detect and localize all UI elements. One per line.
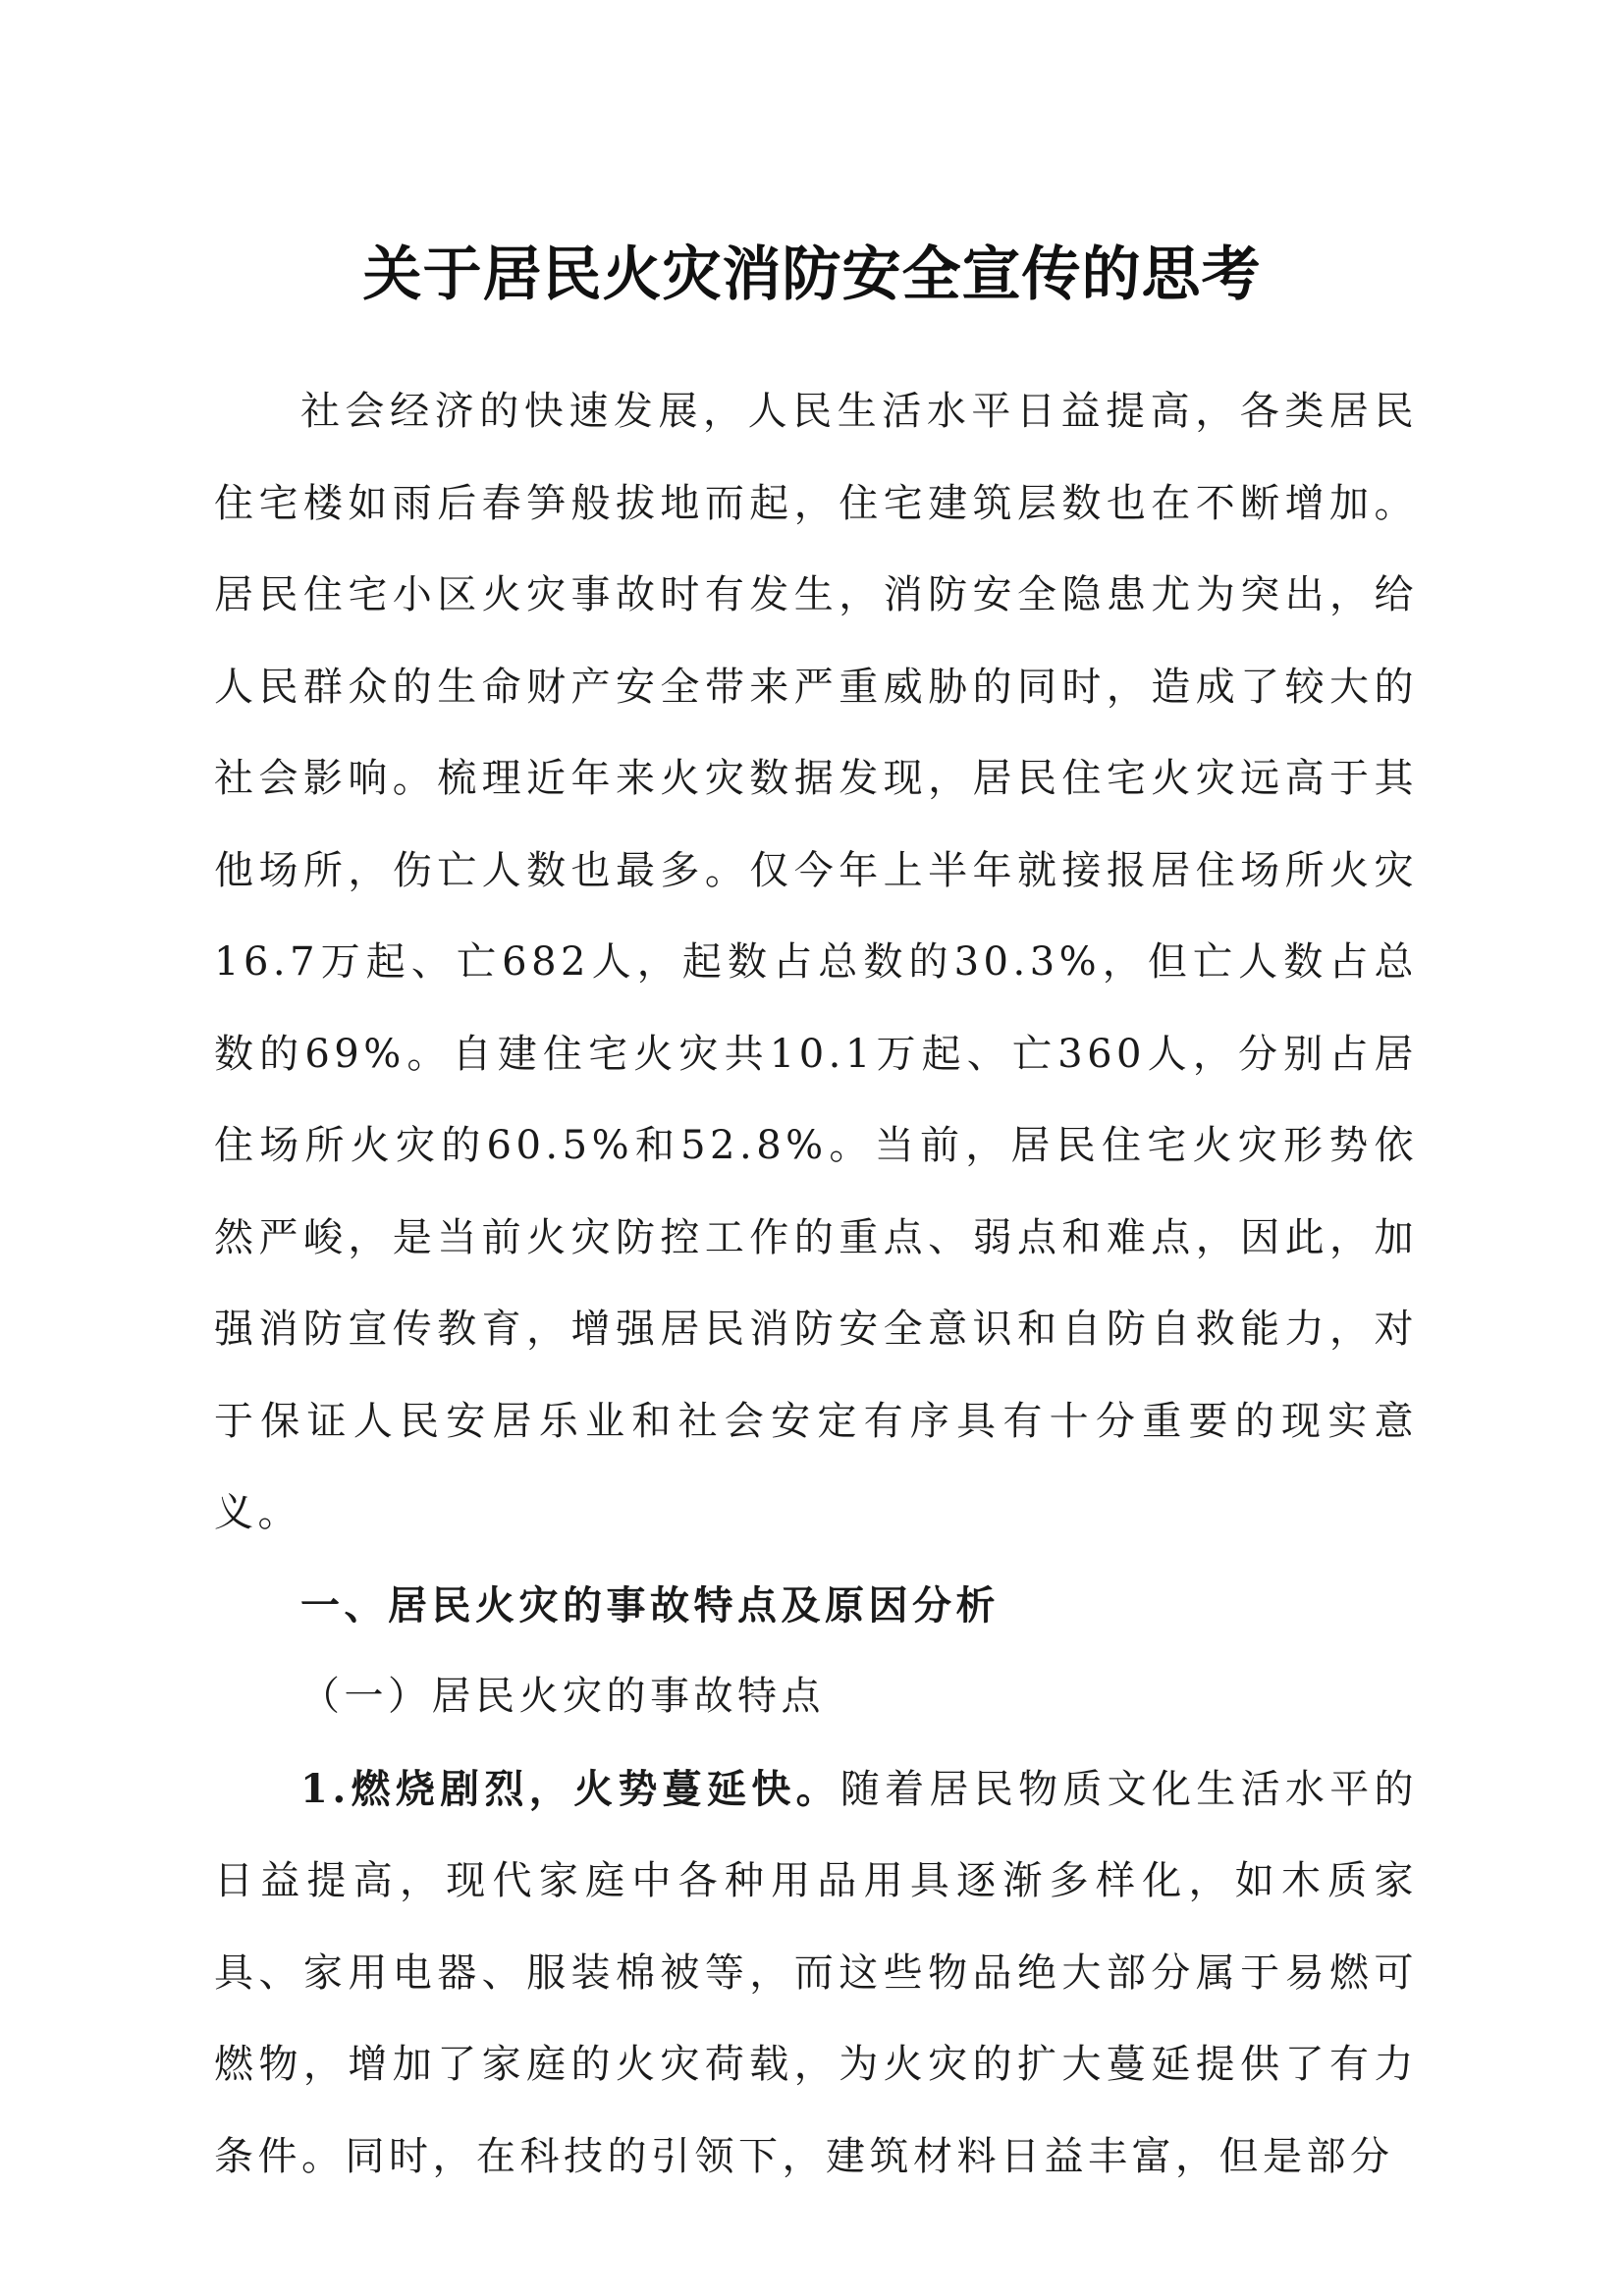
intro-paragraph: 社会经济的快速发展，人民生活水平日益提高，各类居民住宅楼如雨后春笋般拔地而起，住宅建筑层数也在不断增加。居民住宅小区火灾事故时有发生，消防安全隐患尤为突出，给人民群众的生命财产安全带来严重威胁的同时，造成了较大的社会影响。梳理近年来火灾数据发现，居民住宅火灾远高于其他场所，伤亡人数也最多。仅今年上半年就接报居住场所火灾16.7万起、亡682人，起数占总数的30.3%，但亡人数占总数的69%。自建住宅火灾共10.1万起、亡360人，分别占居住场所火灾的60.5%和52.8%。当前，居民住宅火灾形势依然严峻，是当前火灾防控工作的重点、弱点和难点，因此，加强消防宣传教育，增强居民消防安全意识和自防自救能力，对于保证人民安居乐业和社会安定有序具有十分重要的现实意义。 [214, 389, 1418, 1535]
point-text: 随着居民物质文化生活水平的日益提高，现代家庭中各种用品用具逐渐多样化，如木质家具、家用电器、服装棉被等，而这些物品绝大部分属于易燃可燃物，增加了家庭的火灾荷载，为火灾的扩大蔓延提供了有力条件。同时，在科技的引领下，建筑材料日益丰富，但是部分 [214, 1766, 1418, 2179]
document-body [214, 366, 1418, 2203]
document-title: 关于居民火灾消防安全宣传的思考 [362, 240, 1262, 309]
section-heading: 一、居民火灾的事故特点及原因分析 [300, 1581, 1000, 1629]
subsection-heading: （一）居民火灾的事故特点 [300, 1674, 825, 1719]
point-paragraph [214, 1743, 1418, 2204]
point-lead: 1.燃烧剧烈，火势蔓延快。 [300, 1765, 840, 1812]
